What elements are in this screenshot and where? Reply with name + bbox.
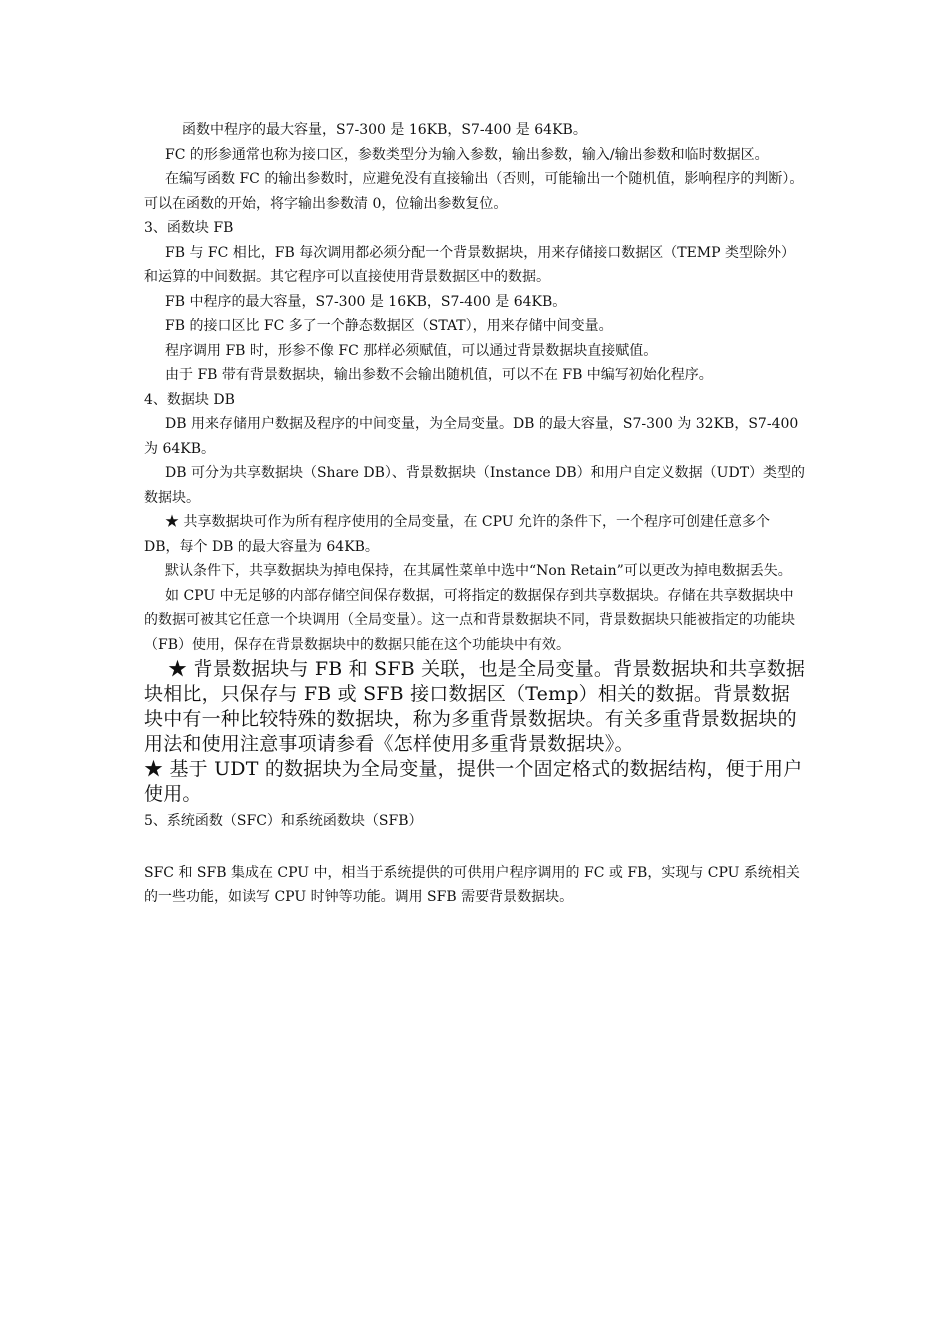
paragraph-fc-max-size: 函数中程序的最大容量，S7-300 是 16KB，S7-400 是 64KB。	[182, 122, 587, 138]
paragraph-fb-call: 程序调用 FB 时，形参不像 FC 那样必须赋值，可以通过背景数据块直接赋值。	[165, 342, 658, 359]
paragraph-shared-db: ★ 共享数据块可作为所有程序使用的全局变量，在 CPU 允许的条件下，一个程序可创建任意多个 DB，每个 DB 的最大容量为 64KB。	[144, 514, 771, 555]
paragraph-storage: 如 CPU 中无足够的内部存储空间保存数据，可将指定的数据保存到共享数据块。存储在共享数据块中的数据可被其它任意一个块调用（全局变量）。这一点和背景数据块不同，背景数据块只能被指定的功能块（FB）使用，保存在背景数据块中的数据只能在这个功能块中有效。	[144, 587, 795, 653]
paragraph-fb-vs-fc: FB 与 FC 相比，FB 每次调用都必须分配一个背景数据块，用来存储接口数据区（TEMP 类型除外）和运算的中间数据。其它程序可以直接使用背景数据区中的数据。	[144, 244, 795, 285]
paragraph-db-purpose: DB 用来存储用户数据及程序的中间变量，为全局变量。DB 的最大容量，S7-300 为 32KB，S7-400 为 64KB。	[144, 416, 799, 457]
paragraph-db-types: DB 可分为共享数据块（Share DB）、背景数据块（Instance DB）和用户自定义数据（UDT）类型的数据块。	[144, 465, 806, 506]
paragraph-fc-output-params: 在编写函数 FC 的输出参数时，应避免没有直接输出（否则，可能输出一个随机值，影响程序的判断）。可以在函数的开始，将字输出参数清 0，位输出参数复位。	[144, 171, 804, 212]
paragraph-fb-interface: FB 的接口区比 FC 多了一个静态数据区（STAT），用来存储中间变量。	[165, 318, 613, 334]
paragraph-retain: 默认条件下，共享数据块为掉电保持，在其属性菜单中选中“Non Retain”可以更改为掉电数据丢失。	[165, 563, 792, 579]
paragraph-sfc-sfb: SFC 和 SFB 集成在 CPU 中，相当于系统提供的可供用户程序调用的 FC 或 FB，实现与 CPU 系统相关的一些功能，如读写 CPU 时钟等功能。调用 SFB 需要背景数据块。	[144, 864, 800, 905]
paragraph-fc-formal-params: FC 的形参通常也称为接口区，参数类型分为输入参数，输出参数，输入/输出参数和临时数据区。	[165, 146, 769, 163]
paragraph-fb-output: 由于 FB 带有背景数据块，输出参数不会输出随机值，可以不在 FB 中编写初始化程序。	[165, 367, 713, 383]
paragraph-instance-db: ★ 背景数据块与 FB 和 SFB 关联，也是全局变量。背景数据块和共享数据块相比，只保存与 FB 或 SFB 接口数据区（Temp）相关的数据。背景数据块中有一种比较特殊的数据块，称为多重背景数据块。有关多重背景数据块的用法和使用注意事项请参看《怎样使用多重背景数据块》。	[144, 658, 806, 755]
document-page	[144, 118, 806, 910]
heading-section-4: 4、数据块 DB	[144, 391, 235, 408]
paragraph-udt-db: ★ 基于 UDT 的数据块为全局变量，提供一个固定格式的数据结构，便于用户使用。	[144, 758, 803, 805]
paragraph-fb-max-size: FB 中程序的最大容量，S7-300 是 16KB，S7-400 是 64KB。	[165, 293, 567, 310]
heading-section-3: 3、函数块 FB	[144, 220, 234, 236]
blank-line	[144, 834, 806, 861]
heading-section-5: 5、系统函数（SFC）和系统函数块（SFB）	[144, 813, 423, 829]
